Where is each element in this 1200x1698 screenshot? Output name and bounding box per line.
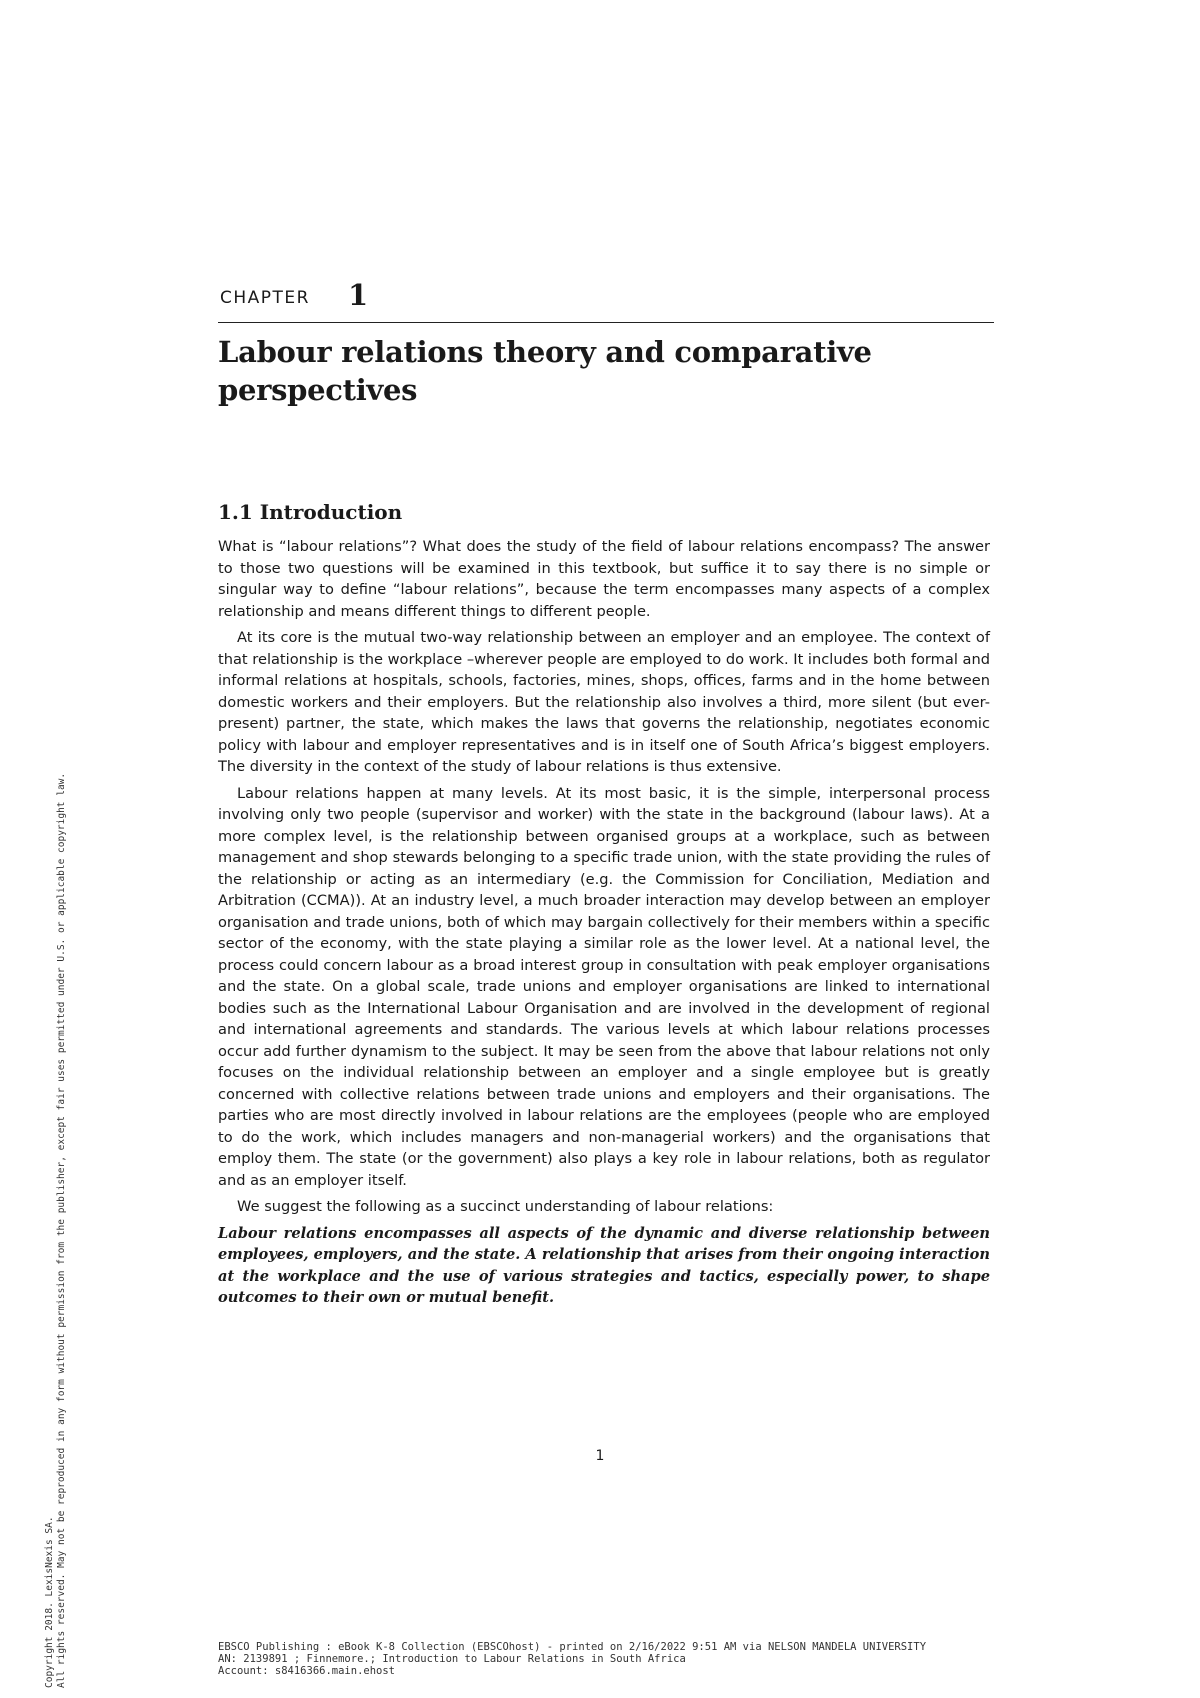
chapter-number: 1: [348, 278, 369, 312]
footer-line-2: AN: 2139891 ; Finnemore.; Introduction to Labour Relations in South Africa: [218, 1653, 686, 1665]
footer-line-1: EBSCO Publishing : eBook K-8 Collection (EBSCOhost) - printed on 2/16/2022 9:51 AM via NELSON MANDELA UNIVERSITY: [218, 1641, 927, 1653]
paragraph-1: What is “labour relations”? What does the study of the field of labour relations encompass? The answer to those two questions will be examined in this textbook, but suffice it to say there is no simple or singular way to define “labour relations”, because the term encompasses many aspects of a complex relationship and means different things to different people.: [218, 538, 990, 620]
chapter-header: [218, 278, 994, 323]
page-number: 1: [595, 1448, 605, 1464]
copyright-line-1: Copyright 2018. LexisNexis SA.: [44, 1516, 55, 1688]
section-heading: 1.1 Introduction: [218, 500, 403, 524]
footer-line-3: Account: s8416366.main.ehost: [218, 1665, 396, 1677]
paragraph-4: We suggest the following as a succinct understanding of labour relations:: [237, 1198, 774, 1215]
chapter-title: Labour relations theory and comparative perspectives: [218, 335, 872, 407]
copyright-side-notice: [44, 488, 68, 1688]
body-text: [218, 536, 990, 1314]
definition-statement: Labour relations encompasses all aspects of the dynamic and diverse relationship between employees, employers, and the state. A relationship that arises from their ongoing interaction at the workplace and the use of various strategies and tactics, especially power, to shape outcomes to their own or mutual benefit.: [218, 1224, 990, 1306]
footer-info: [218, 1641, 1118, 1677]
chapter-label: CHAPTER: [220, 288, 310, 308]
paragraph-3: Labour relations happen at many levels. At its most basic, it is the simple, interpersonal process involving only two people (supervisor and worker) with the state in the background (labour laws). At a more complex level, is the relationship between organised groups at a workplace, such as between management and shop stewards belonging to a specific trade union, with the state providing the rules of the relationship or acting as an intermediary (e.g. the Commission for Conciliation, Mediation and Arbitration (CCMA)). At an industry level, a much broader interaction may develop between an employer organisation and trade unions, both of which may bargain collectively for their members within a specific sector of the economy, with the state playing a similar role as the lower level. At a national level, the process could concern labour as a broad interest group in consultation with peak employer organisations and the state. On a global scale, trade unions and employer organisations are linked to international bodies such as the International Labour Organisation and are involved in the development of regional and international agreements and standards. The various levels at which labour relations processes occur add further dynamism to the subject. It may be seen from the above that labour relations not only focuses on the individual relationship between an employer and a single employee but is greatly concerned with collective relations between trade unions and employers and their organisations. The parties who are most directly involved in labour relations are the employees (people who are employed to do the work, which includes managers and non-managerial workers) and the organisations that employ them. The state (or the government) also plays a key role in labour relations, both as regulator and as an employer itself.: [218, 784, 990, 1189]
paragraph-2: At its core is the mutual two-way relationship between an employer and an employee. The context of that relationship is the workplace –wherever people are employed to do work. It includes both formal and informal relations at hospitals, schools, factories, mines, shops, offices, farms and in the home between domestic workers and their employers. But the relationship also involves a third, more silent (but ever-present) partner, the state, which makes the laws that governs the relationship, negotiates economic policy with labour and employer representatives and is in itself one of South Africa’s biggest employers. The diversity in the context of the study of labour relations is thus extensive.: [218, 629, 990, 775]
copyright-line-2: All rights reserved. May not be reproduced in any form without permission from the publisher, except fair uses permitted under U.S. or applicable copyright law.: [56, 772, 67, 1688]
